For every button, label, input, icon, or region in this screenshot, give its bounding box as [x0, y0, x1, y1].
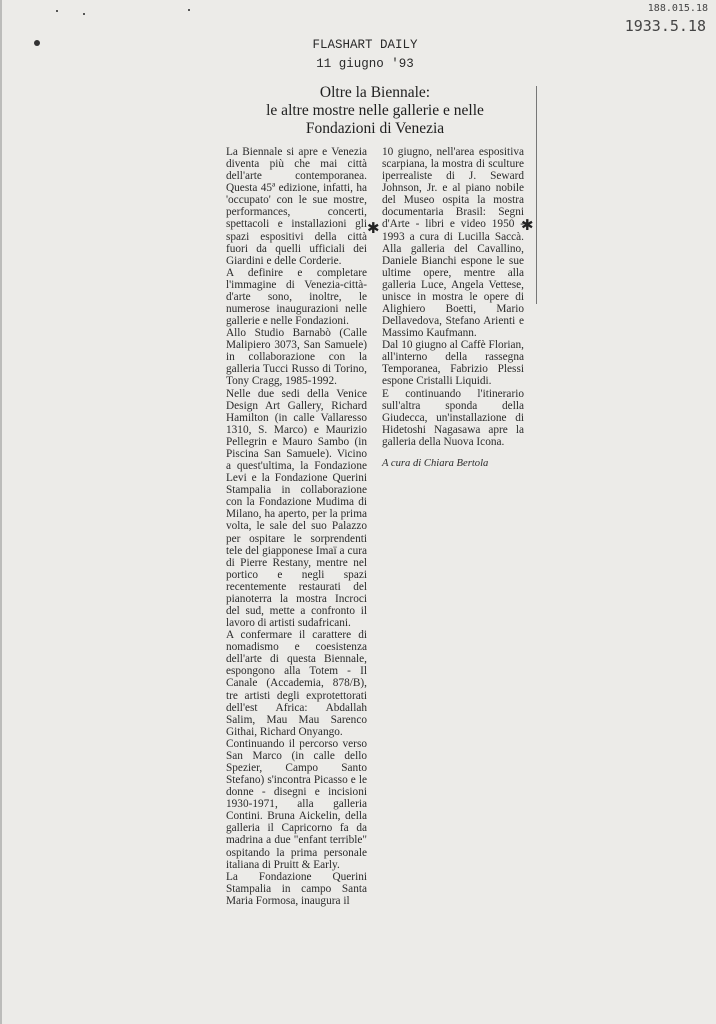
paragraph: Continuando il percorso verso San Marco (in calle dello Spezier, Campo Santo Stefano) s'incontra Picasso e le donne - disegni e incisioni 1930-1971, alla galleria Contini. Bruna Aickelin, della galleria il Capricorno fa da madrina a due "enfant terrible" ospitando la prima personale italiana di Pruitt & Early.	[226, 737, 367, 871]
title-line: le altre mostre nelle gallerie e nelle	[266, 102, 484, 119]
speck	[188, 9, 190, 11]
paragraph: Allo Studio Barnabò (Calle Malipiero 3073, San Samuele) in collaborazione con la galleria Tucci Russo di Torino, Tony Cragg, 1985-1992.	[226, 327, 367, 388]
paragraph: Nelle due sedi della Venice Design Art Gallery, Richard Hamilton (in calle Vallaresso 1310, S. Marco) e Maurizio Pellegrin e Mauro Sambo (in Piscina San Samuele). Vicino a quest'ultima, la Fondazione Levi e la Fondazione Querini Stampalia in collaborazione con la Fondazione Mudima di Milano, ha aperto, per la prima volta, le sale del suo Palazzo per ospitare le sorprendenti tele del giapponese Imaï a cura di Pierre Restany, mentre nel portico e negli spazi recentemente restaurati del pianoterra la mostra Incroci del sud, mette a confronto il lavoro di artisti sudafricani.	[226, 387, 367, 630]
punch-mark	[34, 40, 40, 46]
archive-ref-number: 188.015.18	[647, 3, 708, 14]
article-column-2	[382, 146, 524, 470]
article-credit: A cura di Chiara Bertola	[382, 457, 489, 469]
title-line: Oltre la Biennale:	[319, 84, 431, 101]
paragraph: E continuando l'itinerario sull'altra sponda della Giudecca, un'installazione di Hidetoshi Nagasawa apre la galleria della Nuova Icona.	[382, 387, 524, 448]
paragraph: 10 giugno, nell'area espositiva scarpiana, la mostra di sculture iperrealiste di J. Seward Johnson, Jr. e al piano nobile del Museo ospita la mostra documentaria Brasil: Segni d'Arte - libri e video 1950 - 1993 a cura di Lucilla Saccà. Alla galleria del Cavallino, Daniele Bianchi espone le sue ultime opere, mentre alla galleria Luce, Angela Vettese, unisce in mostra le opere di Alighiero Boetti, Mario Dellavedova, Stefano Arienti e Massimo Kaufmann.	[382, 146, 524, 340]
article-column-1	[226, 146, 367, 907]
asterisk-mark-icon: ✱	[367, 221, 380, 237]
speck	[83, 13, 85, 15]
publication-date: 11 giugno '93	[316, 57, 414, 71]
article-title	[210, 84, 540, 138]
paragraph: Dal 10 giugno al Caffè Florian, all'interno della rassegna Temporanea, Fabrizio Plessi espone Cristalli Liquidi.	[382, 339, 524, 388]
paragraph: La Fondazione Querini Stampalia in campo Santa Maria Formosa, inaugura il	[226, 870, 367, 907]
paragraph: A definire e completare l'immagine di Venezia-città-d'arte sono, inoltre, le numerose inaugurazioni nelle gallerie e nelle Fondazioni.	[226, 266, 367, 328]
paragraph: A confermare il carattere di nomadismo e coesistenza dell'arte di questa Biennale, espongono alla Totem - Il Canale (Accademia, 878/B), tre artisti degli exprotettorati dell'est Africa: Abdallah Salim, Mau Mau Sarenco Githai, Richard Onyango.	[226, 629, 367, 738]
paragraph: La Biennale si apre e Venezia diventa più che mai città dell'arte contemporanea. Questa 45ª edizione, infatti, ha 'occupato' con le sue mostre, performances, concerti, spettacoli e installazioni gli spazi espositivi della città fuori da quelli ufficiali dei Giardini e delle Corderie.	[226, 146, 367, 267]
title-line: Fondazioni di Venezia	[305, 120, 445, 137]
page-edge	[0, 0, 2, 1024]
archive-ref-date: 1933.5.18	[624, 17, 706, 35]
publication-name: FLASHART DAILY	[312, 38, 418, 52]
column-rule	[536, 86, 537, 304]
speck	[56, 10, 58, 12]
asterisk-mark-icon: ✱	[521, 218, 534, 234]
